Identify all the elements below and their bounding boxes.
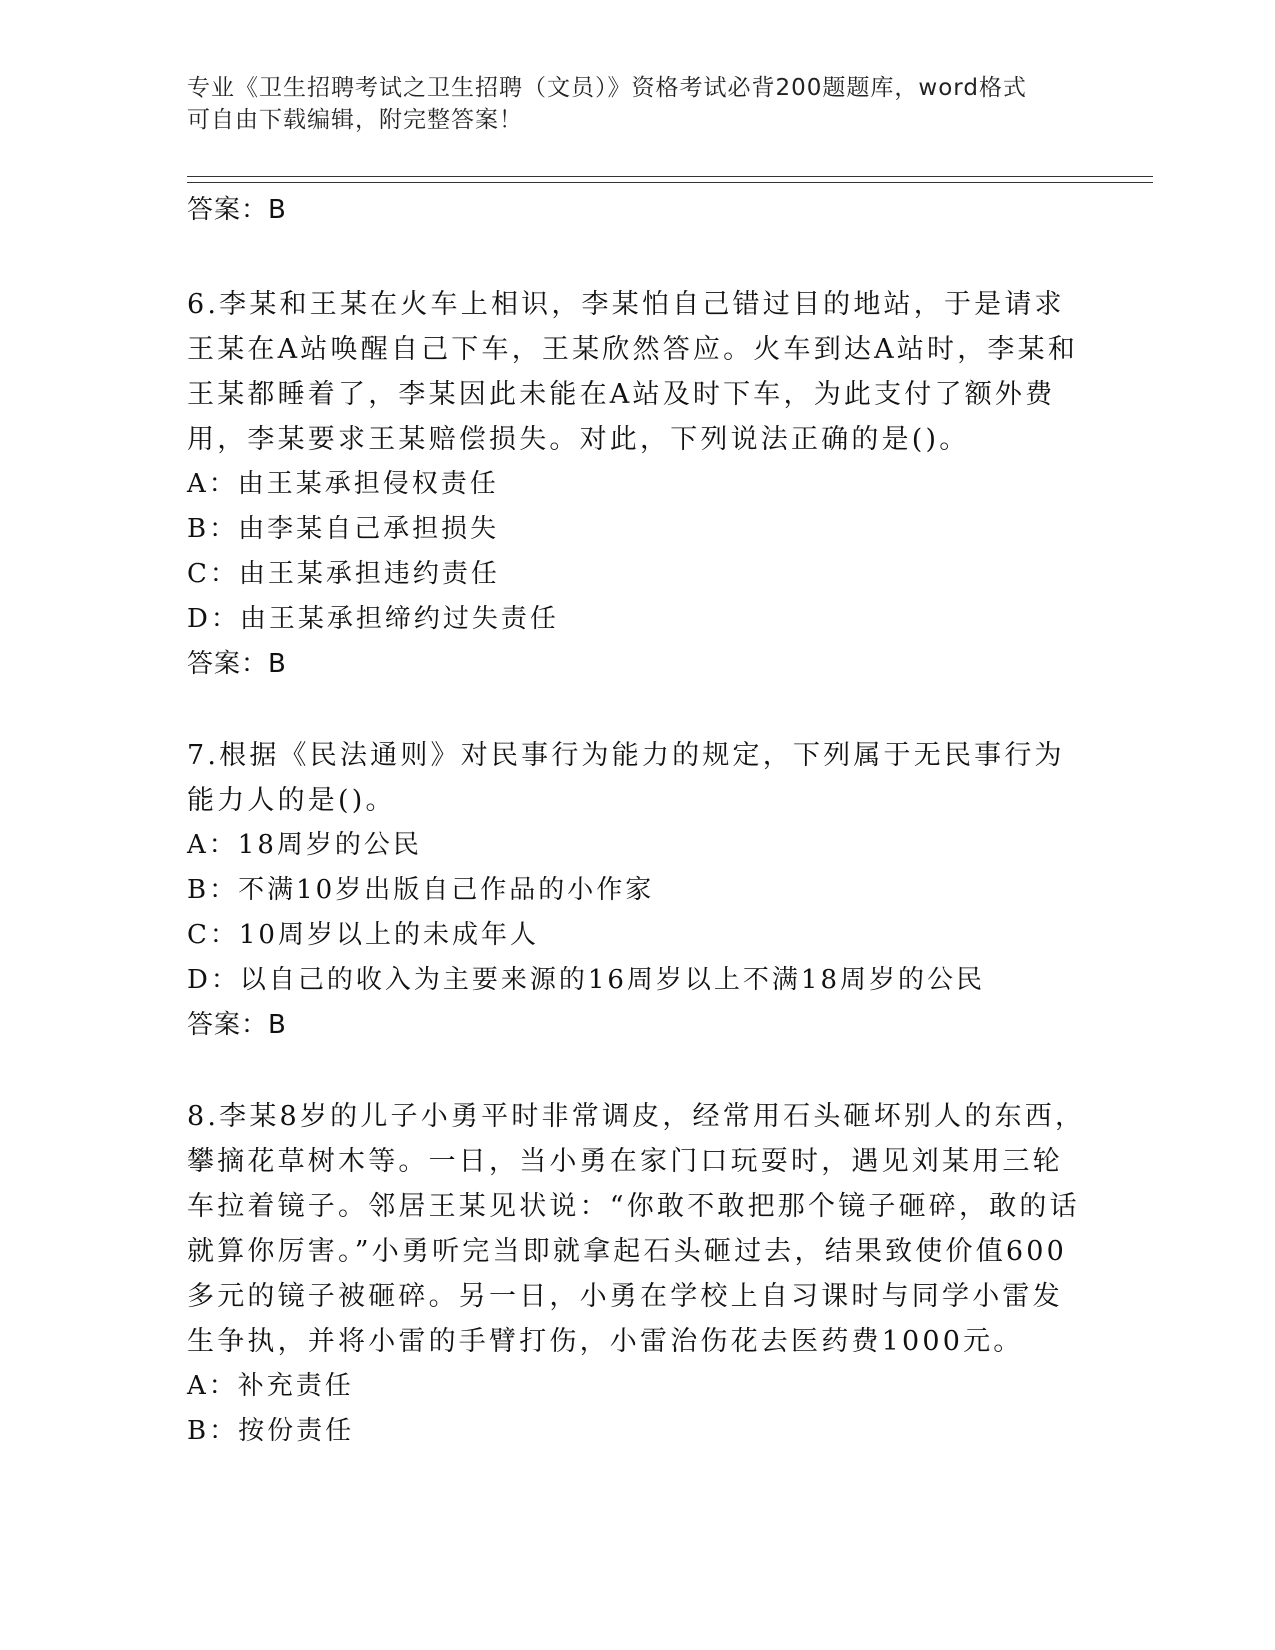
spacer bbox=[187, 233, 1087, 282]
question-7-option-d: D：以自己的收入为主要来源的16周岁以上不满18周岁的公民 bbox=[187, 965, 986, 995]
question-8-option-a: A：补充责任 bbox=[187, 1371, 354, 1401]
page-header bbox=[187, 72, 1067, 136]
question-7-option-a: A：18周岁的公民 bbox=[187, 830, 422, 860]
question-8 bbox=[187, 1094, 1087, 1454]
question-7-stem: 7.根据《民法通则》对民事行为能力的规定，下列属于无民事行为能力人的是()。 bbox=[187, 740, 1065, 816]
answer-prev: 答案：B bbox=[187, 195, 287, 225]
question-8-option-b: B：按份责任 bbox=[187, 1416, 355, 1446]
question-6-option-a: A：由王某承担侵权责任 bbox=[187, 469, 499, 499]
question-6-option-c: C：由王某承担违约责任 bbox=[187, 559, 500, 589]
header-divider bbox=[187, 176, 1153, 183]
question-6 bbox=[187, 282, 1087, 687]
question-8-stem: 8.李某8岁的儿子小勇平时非常调皮，经常用石头砸坏别人的东西，攀摘花草树木等。一日，当小勇在家门口玩耍时，遇见刘某用三轮车拉着镜子。邻居王某见状说：“你敢不敢把那个镜子砸碎，敢的话就算你厉害。”小勇听完当即就拿起石头砸过去，结果致使价值600多元的镜子被砸碎。另一日，小勇在学校上自习课时与同学小雷发生争执，并将小雷的手臂打伤，小雷治伤花去医药费1000元。 bbox=[187, 1101, 1086, 1357]
question-6-stem: 6.李某和王某在火车上相识，李某怕自己错过目的地站，于是请求王某在A站唤醒自己下车，王某欣然答应。火车到达A站时，李某和王某都睡着了，李某因此未能在A站及时下车，为此支付了额外费用，李某要求王某赔偿损失。对此，下列说法正确的是()。 bbox=[187, 289, 1078, 455]
spacer bbox=[187, 687, 1087, 733]
header-line-2: 可自由下载编辑，附完整答案！ bbox=[187, 107, 523, 133]
question-6-option-d: D：由王某承担缔约过失责任 bbox=[187, 604, 559, 634]
question-content bbox=[187, 188, 1087, 1454]
question-7-answer: 答案：B bbox=[187, 1010, 287, 1040]
question-6-option-b: B：由李某自己承担损失 bbox=[187, 514, 500, 544]
question-7-option-c: C：10周岁以上的未成年人 bbox=[187, 920, 539, 950]
question-6-answer: 答案：B bbox=[187, 649, 287, 679]
question-7-option-b: B：不满10岁出版自己作品的小作家 bbox=[187, 875, 655, 905]
spacer bbox=[187, 1048, 1087, 1094]
question-7 bbox=[187, 733, 1087, 1048]
header-line-1: 专业《卫生招聘考试之卫生招聘（文员）》资格考试必背200题题库，word格式 bbox=[187, 75, 1027, 101]
